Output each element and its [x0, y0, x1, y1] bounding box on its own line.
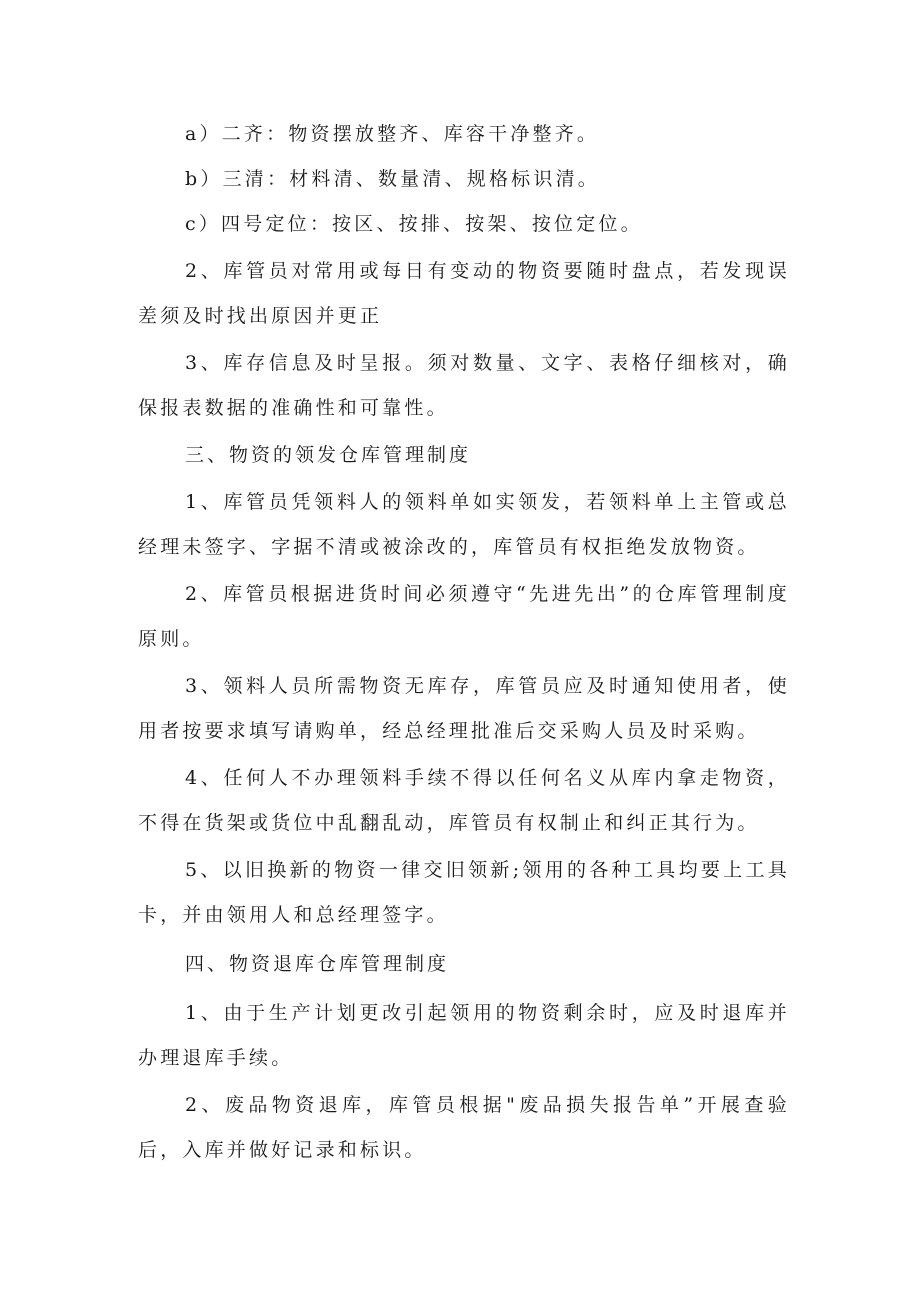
- paragraph-issue-rule-3: 3、领料人员所需物资无库存，库管员应及时通知使用者，使用者按要求填写请购单，经总经理批准后交采购人员及时采购。: [138, 675, 790, 742]
- paragraph-issue-rule-4: 4、任何人不办理领料手续不得以任何名义从库内拿走物资，不得在货架或货位中乱翻乱动，库管员有权制止和纠正其行为。: [138, 767, 790, 834]
- list-item-a: a）二齐：物资摆放整齐、库容干净整齐。: [185, 123, 600, 145]
- paragraph-issue-rule-2: 2、库管员根据进货时间必须遵守“先进先出”的仓库管理制度原则。: [138, 583, 790, 650]
- section-heading-return: 四、物资退库仓库管理制度: [185, 953, 450, 975]
- paragraph-inventory-report: 3、库存信息及时呈报。须对数量、文字、表格仔细核对，确保报表数据的准确性和可靠性。: [138, 352, 790, 419]
- paragraph-return-rule-2: 2、废品物资退库，库管员根据"废品损失报告单”开展查验后，入库并做好记录和标识。: [138, 1094, 790, 1161]
- list-item-b: b）三清：材料清、数量清、规格标识清。: [185, 168, 600, 190]
- section-heading-issue: 三、物资的领发仓库管理制度: [185, 444, 472, 466]
- paragraph-return-rule-1: 1、由于生产计划更改引起领用的物资剩余时，应及时退库并办理退库手续。: [138, 1002, 790, 1069]
- paragraph-issue-rule-1: 1、库管员凭领料人的领料单如实领发，若领料单上主管或总经理未签字、字据不清或被涂改的，库管员有权拒绝发放物资。: [138, 491, 790, 558]
- paragraph-issue-rule-5: 5、以旧换新的物资一律交旧领新;领用的各种工具均要上工具卡，并由领用人和总经理签字。: [138, 859, 790, 926]
- paragraph-inventory-check: 2、库管员对常用或每日有变动的物资要随时盘点，若发现误差须及时找出原因并更正: [138, 260, 790, 327]
- list-item-c: c）四号定位：按区、按排、按架、按位定位。: [185, 213, 643, 235]
- document-body: [138, 112, 790, 1173]
